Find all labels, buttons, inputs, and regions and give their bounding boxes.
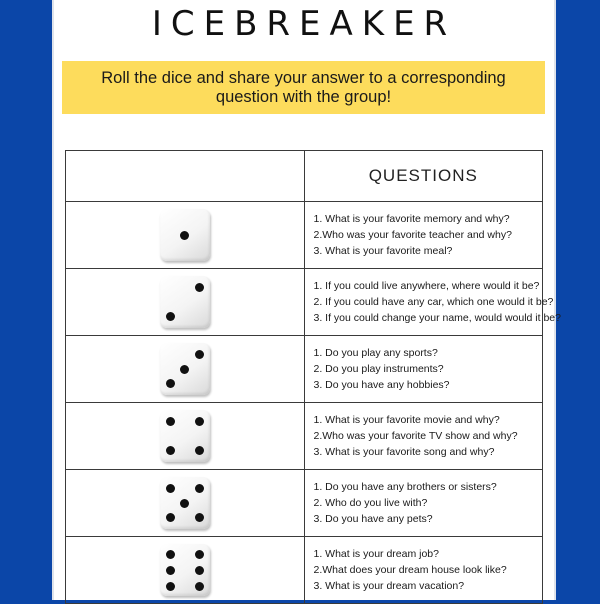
die-pip [166,513,175,522]
die-pip [180,365,189,374]
die-pip [166,379,175,388]
die-pip [195,566,204,575]
question-line: 2. Who do you live with? [313,497,428,509]
question-line: 1. Do you have any brothers or sisters? [313,481,497,493]
header-left-cell [66,151,305,202]
die-pip [166,312,175,321]
die-pip [195,484,204,493]
die-pip [195,513,204,522]
table-row [66,403,543,470]
die-pip [166,484,175,493]
die-pip [195,582,204,591]
die-face-4-icon [160,410,210,462]
question-line: 1. What is your dream job? [313,548,439,560]
die-pip [166,550,175,559]
die-pip [195,283,204,292]
die-pip [195,446,204,455]
question-line: 3. Do you have any hobbies? [313,379,450,391]
die-pip [195,550,204,559]
die-pip [166,417,175,426]
question-line: 3. What is your favorite meal? [313,245,453,257]
die-face-2-icon [160,276,210,328]
instruction-text: Roll the dice and share your answer to a corresponding question with the group! [101,68,506,106]
question-line: 2. Do you play instruments? [313,363,444,375]
question-line: 2.Who was your favorite teacher and why? [313,229,512,241]
die-pip [195,417,204,426]
die-face-3-icon [160,343,210,395]
question-line: 1. What is your favorite movie and why? [313,414,500,426]
die-pip [195,350,204,359]
instruction-banner [62,61,545,114]
question-line: 2. If you could have any car, which one would it be? [313,296,554,308]
page-title: ICEBREAKER [151,4,457,44]
table-header-row [66,151,543,202]
worksheet-page [52,0,561,600]
die-face-6-icon [160,544,210,596]
table-row [66,202,543,269]
die-face-1-icon [160,209,210,261]
question-line: 1. What is your favorite memory and why? [313,213,510,225]
questions-header: QUESTIONS [304,151,543,202]
die-face-5-icon [160,477,210,529]
question-line: 3. Do you have any pets? [313,513,433,525]
die-pip [180,231,189,240]
table-row [66,269,543,336]
question-line: 3. If you could change your name, would would it be? [313,312,561,324]
table-row [66,470,543,537]
question-line: 2.Who was your favorite TV show and why? [313,430,518,442]
die-pip [180,499,189,508]
table-row [66,336,543,403]
question-line: 3. What is your dream vacation? [313,580,465,592]
die-pip [166,566,175,575]
die-pip [166,582,175,591]
table-row [66,537,543,604]
questions-table [65,150,561,604]
question-line: 2.What does your dream house look like? [313,564,507,576]
die-pip [166,446,175,455]
question-line: 1. If you could live anywhere, where would it be? [313,280,540,292]
question-line: 3. What is your favorite song and why? [313,446,495,458]
question-line: 1. Do you play any sports? [313,347,438,359]
